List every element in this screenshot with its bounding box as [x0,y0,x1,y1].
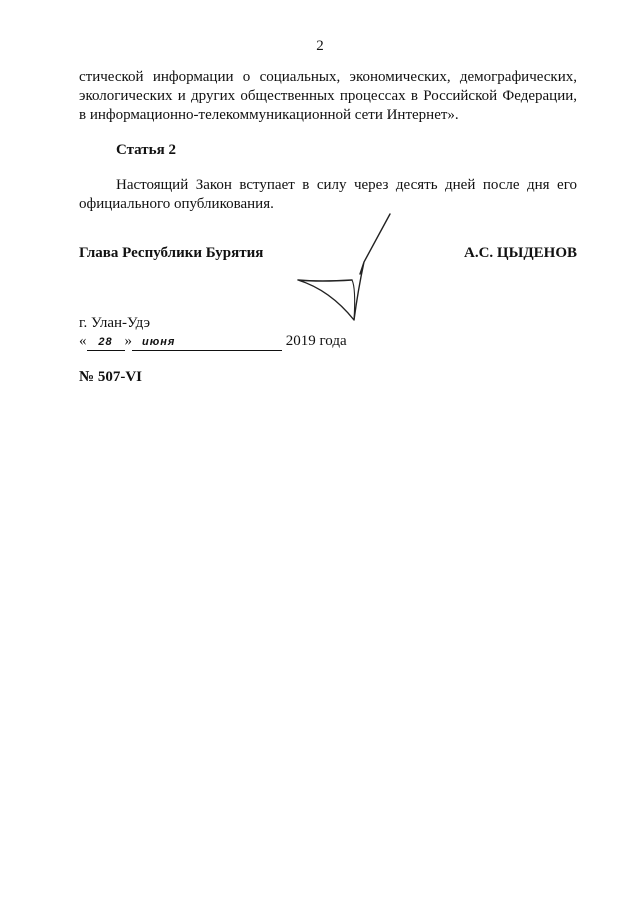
signer-name: А.С. ЦЫДЕНОВ [464,245,577,261]
page-number: 2 [316,38,324,54]
date-year: 2019 года [285,333,347,349]
law-number: № 507-VI [79,369,142,385]
signer-title: Глава Республики Бурятия [79,245,264,261]
signing-date [79,333,347,351]
place-of-signing: г. Улан-Удэ [79,315,151,331]
paragraph-continuation: стической информации о социальных, экономических, демографических, экологических и других общественных процессах в Российской Федерации, в информационно-телекоммуникационной сети Интернет». [79,69,577,123]
article-heading: Статья 2 [116,142,176,158]
date-day: 28 [87,335,125,351]
date-close-quote: » [124,333,132,349]
signature [290,210,400,330]
date-open-quote: « [79,333,87,349]
date-month: июня [132,335,282,351]
paragraph-effective-date: Настоящий Закон вступает в силу через десять дней после дня его официального опубликования. [79,177,577,212]
